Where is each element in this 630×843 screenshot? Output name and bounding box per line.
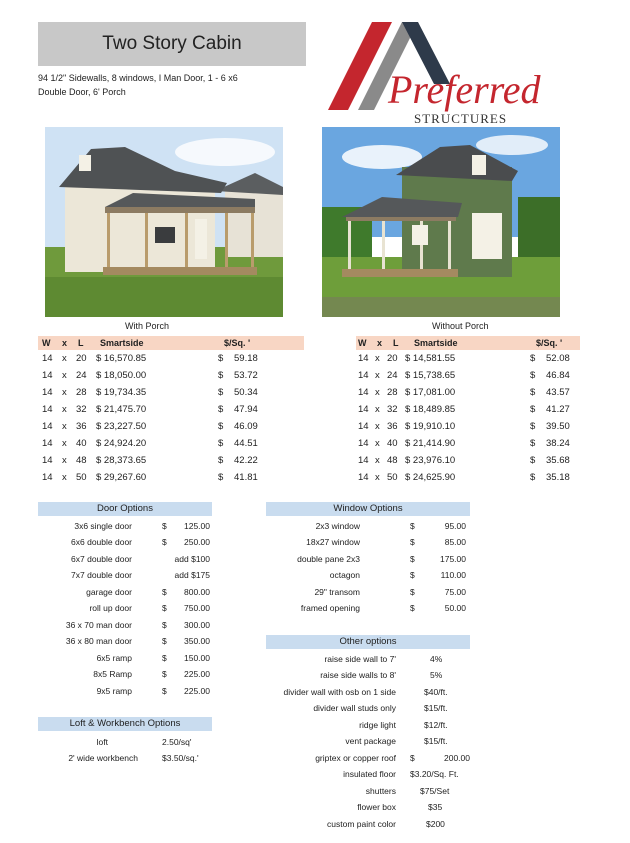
table-row: 14 x 48 $ 28,373.65 $ 42.22 — [42, 455, 258, 466]
list-item: divider wall studs only $15/ft. — [313, 703, 448, 713]
list-item: raise side walls to 8' 5% — [320, 670, 443, 680]
door-options-header: Door Options — [38, 502, 212, 516]
table-row: 14 x 40 $ 24,924.20 $ 44.51 — [42, 438, 258, 449]
table-row: 14 x 50 $ 24,625.90 $ 35.18 — [358, 472, 570, 483]
header-w: W — [358, 338, 367, 348]
table-row: 14 x 32 $ 21,475.70 $ 47.94 — [42, 404, 258, 415]
list-item: insulated floor $3.20/Sq. Ft. — [343, 769, 459, 779]
table-row: 14 x 40 $ 21,414.90 $ 38.24 — [358, 438, 570, 449]
list-item: 3x6 single door $ 125.00 — [74, 521, 210, 531]
list-item: 6x6 double door $ 250.00 — [71, 537, 210, 547]
cabin-description-line-2: Double Door, 6' Porch — [38, 87, 126, 97]
preferred-structures-logo — [328, 22, 560, 132]
header-per-sq: $/Sq. ' — [536, 338, 563, 348]
header-smartside: Smartside — [414, 338, 458, 348]
list-item: octagon $ 110.00 — [329, 570, 466, 580]
table-row: 14 x 20 $ 16,570.85 $ 59.18 — [42, 353, 258, 364]
list-item: custom paint color $200 — [327, 819, 445, 829]
list-item: double pane 2x3 $ 175.00 — [297, 554, 466, 564]
table-row: 14 x 24 $ 15,738.65 $ 46.84 — [358, 370, 570, 381]
list-item: ridge light $12/ft. — [359, 720, 448, 730]
header-l: L — [393, 338, 399, 348]
list-item: 29" transom $ 75.00 — [314, 587, 466, 597]
header-x: x — [62, 338, 68, 348]
header-per-sq: $/Sq. ' — [224, 338, 251, 348]
list-item: roll up door $ 750.00 — [89, 603, 210, 613]
list-item: 6x5 ramp $ 150.00 — [96, 653, 210, 663]
without-porch-price-header — [356, 336, 580, 350]
list-item: garage door $ 800.00 — [86, 587, 210, 597]
page-title-text: Two Story Cabin — [102, 33, 242, 54]
cabin-with-porch-photo — [45, 127, 283, 317]
list-item: framed opening $ 50.00 — [300, 603, 466, 613]
list-item: raise side wall to 7' 4% — [324, 654, 443, 664]
list-item: 2' wide workbench $3.50/sq.' — [68, 753, 199, 763]
table-row: 14 x 32 $ 18,489.85 $ 41.27 — [358, 404, 570, 415]
header-x: x — [377, 338, 383, 348]
cabin-description — [38, 71, 308, 99]
list-item: 7x7 double door add $175 — [71, 570, 210, 580]
list-item: vent package $15/ft. — [345, 736, 448, 746]
page-title — [38, 22, 306, 66]
list-item: 2x3 window $ 95.00 — [315, 521, 466, 531]
header-l: L — [78, 338, 84, 348]
other-options-header: Other options — [266, 635, 470, 649]
header-smartside: Smartside — [100, 338, 144, 348]
table-row: 14 x 20 $ 14,581.55 $ 52.08 — [358, 353, 570, 364]
list-item: flower box $35 — [357, 802, 443, 812]
table-row: 14 x 36 $ 23,227.50 $ 46.09 — [42, 421, 258, 432]
list-item: 36 x 80 man door $ 350.00 — [65, 636, 210, 646]
cabin-description-line-1: 94 1/2" Sidewalls, 8 windows, I Man Door, 1 - 6 x6 — [38, 73, 238, 83]
loft-workbench-options-header: Loft & Workbench Options — [38, 717, 212, 731]
list-item: 9x5 ramp $ 225.00 — [96, 686, 210, 696]
table-row: 14 x 48 $ 23,976.10 $ 35.68 — [358, 455, 570, 466]
table-row: 14 x 24 $ 18,050.00 $ 53.72 — [42, 370, 258, 381]
table-row: 14 x 28 $ 19,734.35 $ 50.34 — [42, 387, 258, 398]
window-options-header: Window Options — [266, 502, 470, 516]
table-row: 14 x 36 $ 19,910.10 $ 39.50 — [358, 421, 570, 432]
cabin-without-porch-photo — [322, 127, 560, 317]
table-row: 14 x 28 $ 17,081.00 $ 43.57 — [358, 387, 570, 398]
list-item: 36 x 70 man door $ 300.00 — [65, 620, 210, 630]
list-item: shutters $75/Set — [365, 786, 450, 796]
list-item: 8x5 Ramp $ 225.00 — [93, 669, 210, 679]
list-item: 6x7 double door add $100 — [71, 554, 210, 564]
list-item: loft 2.50/sq' — [96, 737, 192, 747]
caption-with-porch: With Porch — [125, 321, 170, 331]
list-item: divider wall with osb on 1 side $40/ft. — [283, 687, 448, 697]
header-w: W — [42, 338, 51, 348]
with-porch-price-header — [38, 336, 304, 350]
table-row: 14 x 50 $ 29,267.60 $ 41.81 — [42, 472, 258, 483]
list-item: griptex or copper roof $ 200.00 — [315, 753, 470, 763]
logo-subtitle: STRUCTURES — [414, 111, 508, 126]
list-item: 18x27 window $ 85.00 — [306, 537, 466, 547]
caption-without-porch: Without Porch — [432, 321, 489, 331]
logo-wordmark: Preferred — [388, 67, 541, 112]
